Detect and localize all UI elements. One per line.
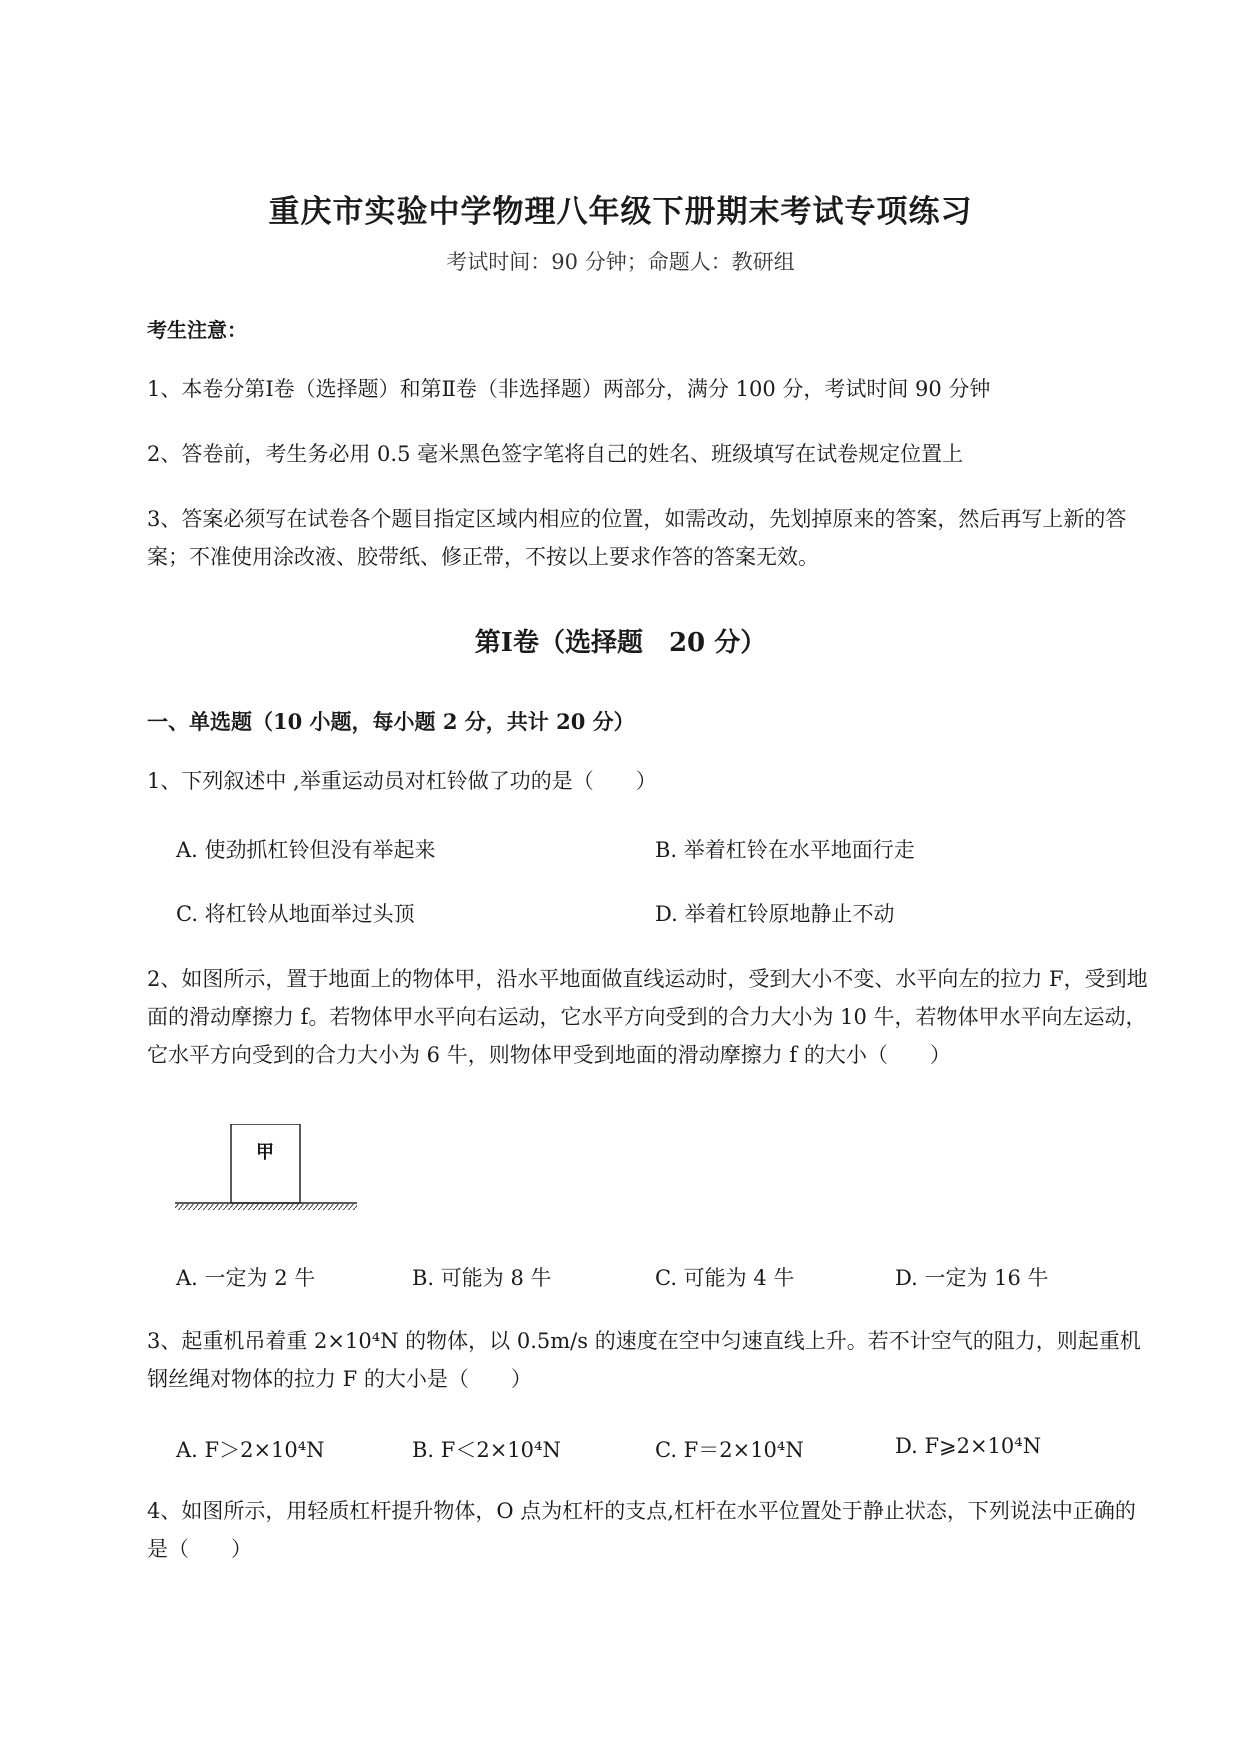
question-2-option-d: D. 一定为 16 牛 [895,1266,1049,1290]
question-1-stem: 1、下列叙述中 ,举重运动员对杠铃做了功的是（ ） [147,769,657,793]
question-3-option-b: B. F＜2×10⁴N [412,1438,561,1462]
question-2-stem: 2、如图所示，置于地面上的物体甲，沿水平地面做直线运动时，受到大小不变、水平向左的拉力 F，受到地面的滑动摩擦力 f。若物体甲水平向右运动，它水平方向受到的合力大小为 10 牛，若物体甲水平向左运动，它水平方向受到的合力大小为 6 牛，则物体甲受到地面的滑动摩擦力 f 的大小（ ） [147,967,1148,1067]
question-2-option-a: A. 一定为 2 牛 [176,1266,316,1290]
question-3-option-a: A. F＞2×10⁴N [176,1438,325,1462]
question-1-option-b: B. 举着杠铃在水平地面行走 [655,838,915,862]
question-1-option-c: C. 将杠铃从地面举过头顶 [176,902,415,926]
notice-item-3: 3、答案必须写在试卷各个题目指定区域内相应的位置，如需改动，先划掉原来的答案，然后再写上新的答案；不准使用涂改液、胶带纸、修正带，不按以上要求作答的答案无效。 [147,507,1127,569]
question-1-option-d: D. 举着杠铃原地静止不动 [655,902,895,926]
section-title: 第Ⅰ卷（选择题 20 分） [474,628,767,658]
ground-hatch [175,1204,357,1210]
question-2-option-b: B. 可能为 8 牛 [412,1266,552,1290]
exam-title: 重庆市实验中学物理八年级下册期末考试专项练习 [268,194,973,230]
question-3-option-c: C. F＝2×10⁴N [655,1438,804,1462]
block-jia [231,1124,300,1203]
notice-heading: 考生注意： [147,318,247,342]
part-heading: 一、单选题（10 小题，每小题 2 分，共计 20 分） [147,709,635,734]
block-on-ground-figure [175,1124,357,1216]
notice-item-2: 2、答卷前，考生务必用 0.5 毫米黑色签字笔将自己的姓名、班级填写在试卷规定位置上 [147,442,964,466]
notice-item-1: 1、本卷分第Ⅰ卷（选择题）和第Ⅱ卷（非选择题）两部分，满分 100 分，考试时间 90 分钟 [147,377,991,401]
question-2-option-c: C. 可能为 4 牛 [655,1266,795,1290]
question-3-stem: 3、起重机吊着重 2×10⁴N 的物体，以 0.5m/s 的速度在空中匀速直线上升。若不计空气的阻力，则起重机钢丝绳对物体的拉力 F 的大小是（ ） [147,1329,1141,1391]
question-3-option-d: D. F⩾2×10⁴N [895,1434,1042,1458]
question-4-stem: 4、如图所示，用轻质杠杆提升物体，O 点为杠杆的支点,杠杆在水平位置处于静止状态，下列说法中正确的是（ ） [147,1499,1136,1561]
block-label: 甲 [256,1142,274,1163]
exam-subtitle: 考试时间：90 分钟；命题人：教研组 [446,250,795,274]
question-1-option-a: A. 使劲抓杠铃但没有举起来 [176,838,436,862]
